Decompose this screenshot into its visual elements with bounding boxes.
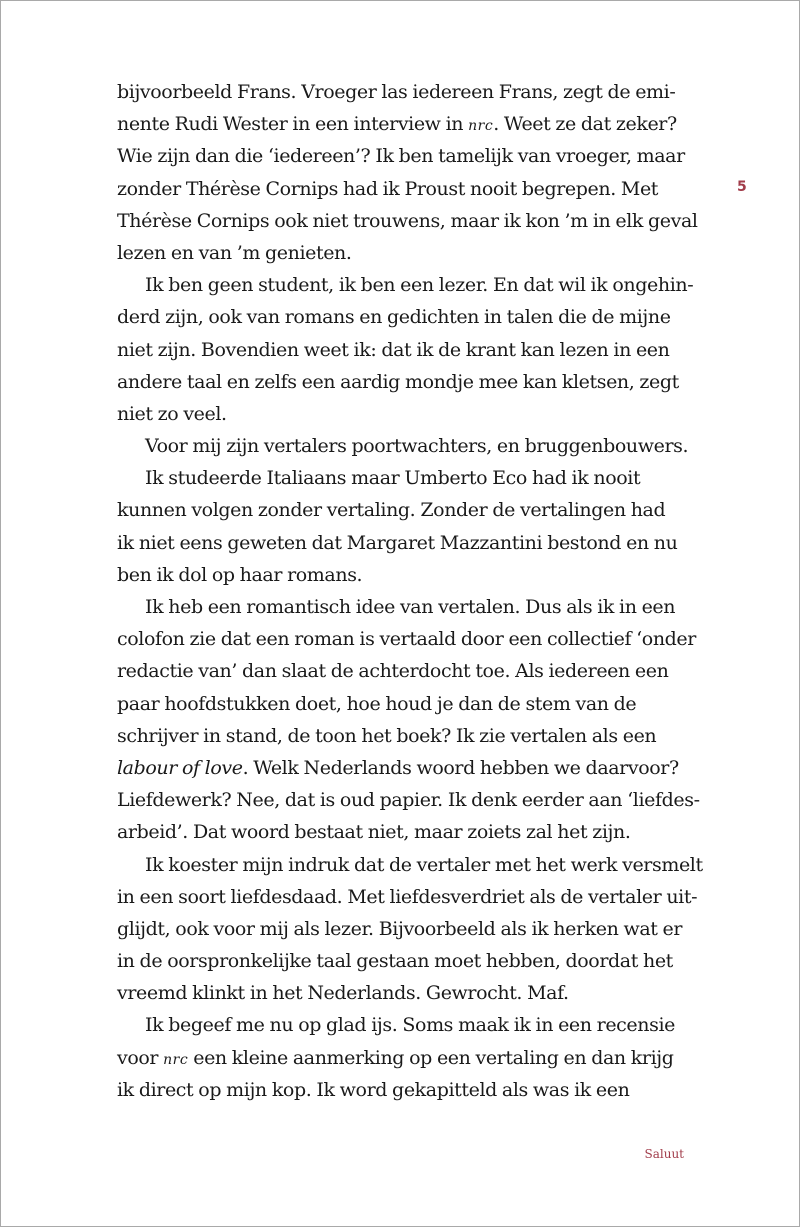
text-line <box>117 913 702 945</box>
text-line <box>117 237 702 269</box>
line-text: redactie van’ dan slaat de achterdocht toe. Als iedereen een <box>117 660 669 683</box>
text-line <box>117 849 702 881</box>
line-text: glijdt, ook voor mij als lezer. Bijvoorbeeld als ik herken wat er <box>117 917 683 940</box>
line-text: paar hoofdstukken doet, hoe houd je dan de stem van de <box>117 692 637 715</box>
text-line <box>117 977 702 1009</box>
line-text: zonder Thérèse Cornips had ik Proust nooit begrepen. Met <box>117 177 659 200</box>
text-line <box>117 398 702 430</box>
line-text: nente Rudi Wester in een interview in <box>117 113 469 136</box>
text-line <box>117 173 702 205</box>
line-text: arbeid’. Dat woord bestaat niet, maar zoiets zal het zijn. <box>117 821 631 844</box>
line-text: lezen en van ’m genieten. <box>117 241 352 264</box>
text-line <box>117 752 702 784</box>
line-text: Ik koester mijn indruk dat de vertaler met het werk versmelt <box>145 853 703 876</box>
text-line <box>117 462 702 494</box>
text-line <box>117 430 702 462</box>
line-text: andere taal en zelfs een aardig mondje mee kan kletsen, zegt <box>117 370 679 393</box>
text-line <box>117 1009 702 1041</box>
line-text: . Welk Nederlands woord hebben we daarvoor? <box>242 756 679 779</box>
line-text: ik direct op mijn kop. Ik word gekapitteld als was ik een <box>117 1078 630 1101</box>
text-line <box>117 494 702 526</box>
line-text: Voor mij zijn vertalers poortwachters, en bruggenbouwers. <box>145 435 689 458</box>
line-text: ik niet eens geweten dat Margaret Mazzantini bestond en nu <box>117 531 678 554</box>
line-text: schrijver in stand, de toon het boek? Ik zie vertalen als een <box>117 724 657 747</box>
line-text: in de oorspronkelijke taal gestaan moet hebben, doordat het <box>117 950 673 973</box>
text-line <box>117 301 702 333</box>
text-line <box>117 655 702 687</box>
running-footer: Saluut <box>644 1147 684 1161</box>
text-line <box>117 720 702 752</box>
line-text: voor <box>117 1046 164 1069</box>
text-line <box>117 784 702 816</box>
text-line <box>117 623 702 655</box>
text-line <box>117 76 702 108</box>
line-text: Liefdewerk? Nee, dat is oud papier. Ik denk eerder aan ‘liefdes- <box>117 789 700 812</box>
text-line <box>117 945 702 977</box>
line-text: Ik heb een romantisch idee van vertalen. Dus als ik in een <box>145 596 676 618</box>
text-line <box>117 559 702 591</box>
line-text: Ik studeerde Italiaans maar Umberto Eco had ik nooit <box>145 467 641 490</box>
text-line <box>117 527 702 559</box>
line-text: niet zo veel. <box>117 402 227 425</box>
line-text: kunnen volgen zonder vertaling. Zonder de vertalingen had <box>117 499 666 522</box>
text-line <box>117 881 702 913</box>
line-text: bijvoorbeeld Frans. Vroeger las iedereen Frans, zegt de emi- <box>117 81 676 103</box>
line-text: derd zijn, ook van romans en gedichten in talen die de mijne <box>117 306 671 329</box>
line-text: in een soort liefdesdaad. Met liefdesverdriet als de vertaler uit- <box>117 885 698 908</box>
text-line <box>117 688 702 720</box>
italic-phrase: labour of love <box>117 756 243 779</box>
page-number: 5 <box>737 179 747 195</box>
line-text: Ik ben geen student, ik ben een lezer. En dat wil ik ongehin- <box>145 274 694 297</box>
small-caps-abbreviation: nrc <box>468 118 494 135</box>
text-line <box>117 334 702 366</box>
line-text: niet zijn. Bovendien weet ik: dat ik de krant kan lezen in een <box>117 338 670 361</box>
text-line <box>117 366 702 398</box>
text-line <box>117 140 702 172</box>
body-text <box>117 76 702 1106</box>
line-text: Ik begeef me nu op glad ijs. Soms maak ik in een recensie <box>145 1014 675 1037</box>
line-text: Thérèse Cornips ook niet trouwens, maar ik kon ’m in elk geval <box>117 209 698 232</box>
text-line <box>117 108 702 140</box>
text-line <box>117 816 702 848</box>
text-line <box>117 205 702 237</box>
small-caps-abbreviation: nrc <box>163 1051 189 1068</box>
line-text: ben ik dol op haar romans. <box>117 563 363 586</box>
line-text: . Weet ze dat zeker? <box>493 113 677 136</box>
line-text: een kleine aanmerking op een vertaling en dan krijg <box>188 1046 674 1069</box>
line-text: Wie zijn dan die ‘iedereen’? Ik ben tamelijk van vroeger, maar <box>117 145 685 168</box>
text-line <box>117 1042 702 1074</box>
line-text: colofon zie dat een roman is vertaald door een collectief ‘onder <box>117 628 696 651</box>
text-line <box>117 1074 702 1106</box>
text-line <box>117 591 702 623</box>
line-text: vreemd klinkt in het Nederlands. Gewrocht. Maf. <box>117 982 569 1005</box>
text-line <box>117 269 702 301</box>
